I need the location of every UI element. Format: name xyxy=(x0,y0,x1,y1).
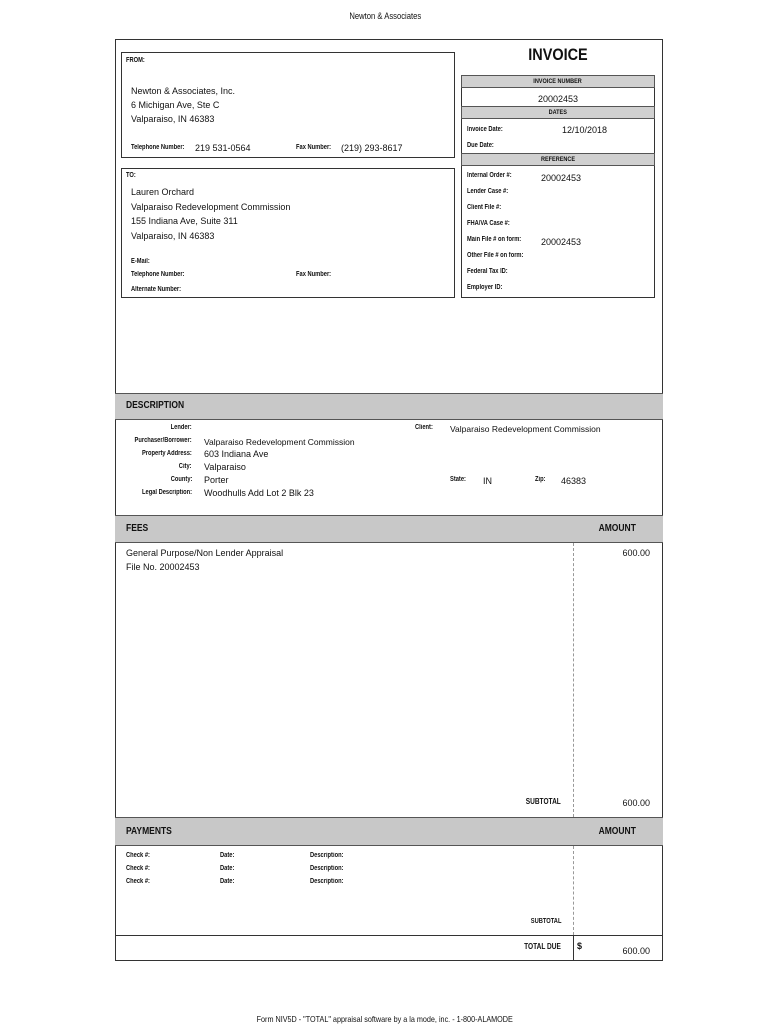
city-label: City: xyxy=(179,463,192,470)
fee-item-line1: General Purpose/Non Lender Appraisal xyxy=(126,548,284,558)
to-fax-label: Fax Number: xyxy=(296,271,332,278)
check-label: Check #: xyxy=(126,865,150,872)
invoice-title: INVOICE xyxy=(528,45,588,64)
to-line3: 155 Indiana Ave, Suite 311 xyxy=(131,216,238,226)
reference-value: 20002453 xyxy=(541,173,582,183)
reference-label: Lender Case #: xyxy=(467,188,509,195)
state-value: IN xyxy=(483,476,492,486)
total-due-amount: 600.00 xyxy=(622,946,650,956)
zip-value: 46383 xyxy=(561,476,587,486)
purchaser-label: Purchaser/Borrower: xyxy=(134,437,192,444)
fees-header xyxy=(115,515,663,543)
date-label: Date: xyxy=(220,852,235,859)
to-label: TO: xyxy=(126,172,136,179)
invoice-date: 12/10/2018 xyxy=(562,125,608,135)
from-fax: (219) 293-8617 xyxy=(341,143,403,153)
company-header: Newton & Associates xyxy=(349,11,421,21)
date-label: Date: xyxy=(220,878,235,885)
to-line4: Valparaiso, IN 46383 xyxy=(131,231,215,241)
fees-amount-divider xyxy=(573,543,574,817)
from-fax-label: Fax Number: xyxy=(296,144,332,151)
to-tel-label: Telephone Number: xyxy=(131,271,185,278)
to-line2: Valparaiso Redevelopment Commission xyxy=(131,202,291,212)
reference-label: Other File # on form: xyxy=(467,252,524,259)
payments-title: PAYMENTS xyxy=(126,826,172,837)
reference-label: Client File #: xyxy=(467,204,502,211)
reference-value: 20002453 xyxy=(541,237,582,247)
dates-header: DATES xyxy=(461,106,655,119)
client-value: Valparaiso Redevelopment Commission xyxy=(450,424,601,434)
fees-title: FEES xyxy=(126,523,149,534)
invoice-number-header: INVOICE NUMBER xyxy=(461,75,655,88)
fees-subtotal-label: SUBTOTAL xyxy=(525,797,561,806)
payments-amount-divider xyxy=(573,846,574,935)
lender-label: Lender: xyxy=(170,424,192,431)
reference-label: Internal Order #: xyxy=(467,172,512,179)
invoice-number: 20002453 xyxy=(537,94,579,104)
reference-label: Main File # on form: xyxy=(467,236,522,243)
description-label: Description: xyxy=(310,865,344,872)
to-email-label: E-Mail: xyxy=(131,258,150,265)
legal-description-value: Woodhulls Add Lot 2 Blk 23 xyxy=(204,488,314,498)
from-label: FROM: xyxy=(126,57,145,64)
from-line3: Valparaiso, IN 46383 xyxy=(131,114,215,124)
from-line1: Newton & Associates, Inc. xyxy=(131,86,236,96)
description-header xyxy=(115,393,663,420)
total-due-divider xyxy=(115,935,663,936)
reference-header: REFERENCE xyxy=(461,153,655,166)
reference-label: Federal Tax ID: xyxy=(467,268,508,275)
from-line2: 6 Michigan Ave, Ste C xyxy=(131,100,220,110)
description-label: Description: xyxy=(310,878,344,885)
reference-label: Employer ID: xyxy=(467,284,503,291)
payments-subtotal-label: SUBTOTAL xyxy=(530,918,561,925)
zip-label: Zip: xyxy=(535,476,546,483)
fees-subtotal: 600.00 xyxy=(622,798,650,808)
fee-item-amount: 600.00 xyxy=(622,548,650,558)
to-line1: Lauren Orchard xyxy=(131,187,195,197)
due-date-label: Due Date: xyxy=(467,142,494,149)
date-label: Date: xyxy=(220,865,235,872)
reference-label: FHA/VA Case #: xyxy=(467,220,510,227)
total-due-label: TOTAL DUE xyxy=(524,942,561,951)
purchaser-value: Valparaiso Redevelopment Commission xyxy=(204,437,355,447)
check-label: Check #: xyxy=(126,878,150,885)
currency-symbol: $ xyxy=(577,941,583,951)
description-label: Description: xyxy=(310,852,344,859)
city-value: Valparaiso xyxy=(204,462,246,472)
from-tel-label: Telephone Number: xyxy=(131,144,185,151)
property-address-label: Property Address: xyxy=(142,450,192,457)
check-label: Check #: xyxy=(126,852,150,859)
state-label: State: xyxy=(450,476,466,483)
to-alt-label: Alternate Number: xyxy=(131,286,182,293)
invoice-date-label: Invoice Date: xyxy=(467,126,503,133)
fees-amount-header: AMOUNT xyxy=(598,523,636,534)
payments-header xyxy=(115,817,663,846)
fee-item-line2: File No. 20002453 xyxy=(126,562,200,572)
payments-amount-header: AMOUNT xyxy=(598,826,636,837)
county-value: Porter xyxy=(204,475,229,485)
page-header xyxy=(0,6,770,24)
client-label: Client: xyxy=(415,424,433,431)
from-tel: 219 531-0564 xyxy=(195,143,251,153)
county-label: County: xyxy=(170,476,192,483)
total-due-column-divider xyxy=(573,935,574,961)
description-title: DESCRIPTION xyxy=(126,400,185,411)
property-address-value: 603 Indiana Ave xyxy=(204,449,269,459)
legal-description-label: Legal Description: xyxy=(141,489,192,496)
form-footer: Form NIV5D - "TOTAL" appraisal software by a la mode, inc. - 1-800-ALAMODE xyxy=(256,1014,514,1024)
